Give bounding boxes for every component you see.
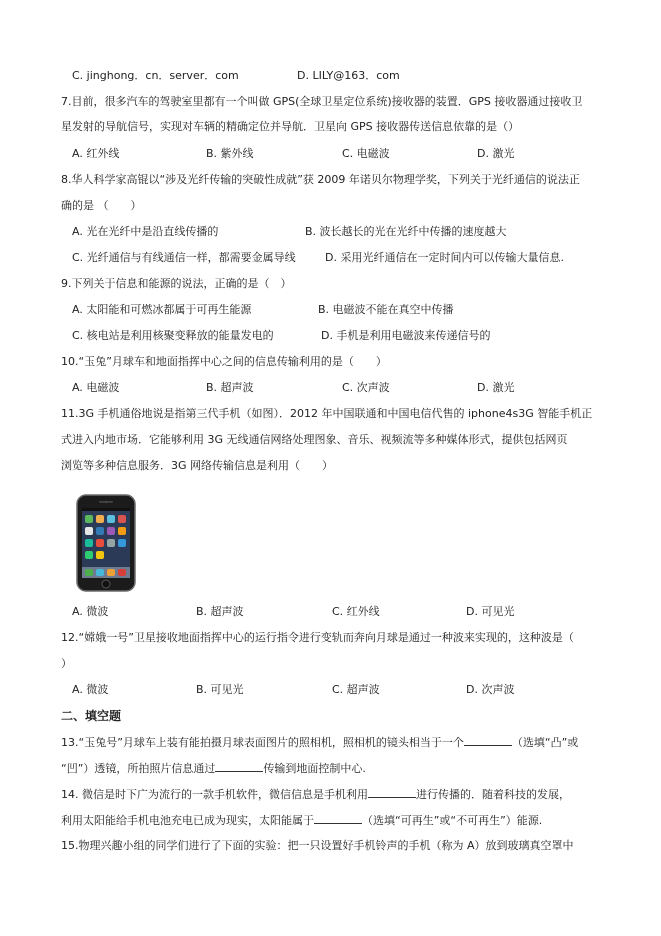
q7-stem-line1: 7.目前，很多汽车的驾驶室里都有一个叫做 GPS(全球卫星定位系统)接收器的装置．GPS 接收器通过接收卫 — [61, 95, 583, 108]
q11-option-a: A. 微波 — [72, 605, 109, 618]
q14-blank-1[interactable] — [368, 786, 416, 798]
q10-option-c: C. 次声波 — [342, 381, 390, 394]
q12-option-b: B. 可见光 — [196, 683, 244, 696]
q12-stem-line1: 12.“嫦娥一号”卫星接收地面指挥中心的运行指令进行变轨而奔向月球是通过一种波来实现的，这种波是（ — [61, 631, 574, 644]
q13-stem-line1 — [61, 734, 578, 751]
q14-text-2b: （选填“可再生”或“不可再生”）能源. — [362, 814, 543, 827]
q7-stem-line2: 星发射的导航信号，实现对车辆的精确定位并导航．卫星向 GPS 接收器传送信息依靠的是（） — [61, 120, 520, 133]
q6-option-d: D. LILY@163．com — [297, 69, 400, 82]
q8-option-d: D. 采用光纤通信在一定时间内可以传输大量信息. — [325, 251, 564, 264]
q14-stem-line1 — [61, 786, 570, 803]
q13-text-1b: （选填“凸”或 — [511, 736, 579, 749]
q13-stem-line2 — [61, 760, 366, 777]
q13-text-2a: “凹”）透镜，所拍照片信息通过 — [61, 762, 216, 775]
q9-option-b: B. 电磁波不能在真空中传播 — [318, 303, 454, 316]
q10-option-d: D. 激光 — [477, 381, 515, 394]
q9-option-c: C. 核电站是利用核聚变释放的能量发电的 — [72, 329, 274, 342]
q6-option-c: C. jinghong．cn．server．com — [72, 69, 239, 82]
q12-option-c: C. 超声波 — [332, 683, 380, 696]
q13-text-1a: 13.“玉兔号”月球车上装有能拍摄月球表面图片的照相机，照相机的镜头相当于一个 — [61, 736, 464, 749]
q11-option-b: B. 超声波 — [196, 605, 244, 618]
q7-option-a: A. 红外线 — [72, 147, 120, 160]
q11-stem-line1: 11.3G 手机通俗地说是指第三代手机（如图）．2012 年中国联通和中国电信代售的 iphone4s3G 智能手机正 — [61, 407, 593, 420]
smartphone-image — [76, 494, 136, 592]
q11-option-c: C. 红外线 — [332, 605, 380, 618]
q9-stem: 9.下列关于信息和能源的说法，正确的是（ ） — [61, 277, 292, 290]
q10-option-b: B. 超声波 — [206, 381, 254, 394]
q8-option-b: B. 波长越长的光在光纤中传播的速度越大 — [305, 225, 507, 238]
q7-option-d: D. 激光 — [477, 147, 515, 160]
q10-option-a: A. 电磁波 — [72, 381, 120, 394]
q13-blank-1[interactable] — [464, 734, 512, 746]
q9-option-d: D. 手机是利用电磁波来传递信号的 — [321, 329, 491, 342]
q12-option-d: D. 次声波 — [466, 683, 515, 696]
q14-text-1b: 进行传播的．随着科技的发展， — [416, 788, 570, 801]
q14-blank-2[interactable] — [314, 812, 362, 824]
q9-option-a: A. 太阳能和可燃冰都属于可再生能源 — [72, 303, 252, 316]
q7-option-c: C. 电磁波 — [342, 147, 390, 160]
q11-option-d: D. 可见光 — [466, 605, 515, 618]
section-heading: 二、填空题 — [61, 709, 122, 723]
q7-option-b: B. 紫外线 — [206, 147, 254, 160]
q14-text-2a: 利用太阳能给手机电池充电已成为现实，太阳能属于 — [61, 814, 314, 827]
q8-stem-line1: 8.华人科学家高锟以“涉及光纤传输的突破性成就”获 2009 年诺贝尔物理学奖，下列关于光纤通信的说法正 — [61, 173, 580, 186]
q11-stem-line2: 式进入内地市场．它能够利用 3G 无线通信网络处理图象、音乐、视频流等多种媒体形式，提供包括网页 — [61, 433, 568, 446]
q14-text-1a: 14. 微信是时下广为流行的一款手机软件，微信信息是手机利用 — [61, 788, 368, 801]
q11-stem-line3: 浏览等多种信息服务．3G 网络传输信息是利用（ ） — [61, 459, 334, 472]
q12-option-a: A. 微波 — [72, 683, 109, 696]
q8-option-a: A. 光在光纤中是沿直线传播的 — [72, 225, 219, 238]
q8-option-c: C. 光纤通信与有线通信一样，都需要金属导线 — [72, 251, 296, 264]
q12-stem-line2: ） — [61, 657, 72, 670]
q10-stem: 10.“玉兔”月球车和地面指挥中心之间的信息传输利用的是（ ） — [61, 355, 387, 368]
q8-stem-line2: 确的是 （ ） — [61, 199, 142, 212]
q15-stem-line1: 15.物理兴趣小组的同学们进行了下面的实验：把一只设置好手机铃声的手机（称为 A）放到玻璃真空罩中 — [61, 839, 574, 852]
q14-stem-line2 — [61, 812, 542, 829]
q13-blank-2[interactable] — [215, 760, 263, 772]
q13-text-2b: 传输到地面控制中心. — [263, 762, 366, 775]
